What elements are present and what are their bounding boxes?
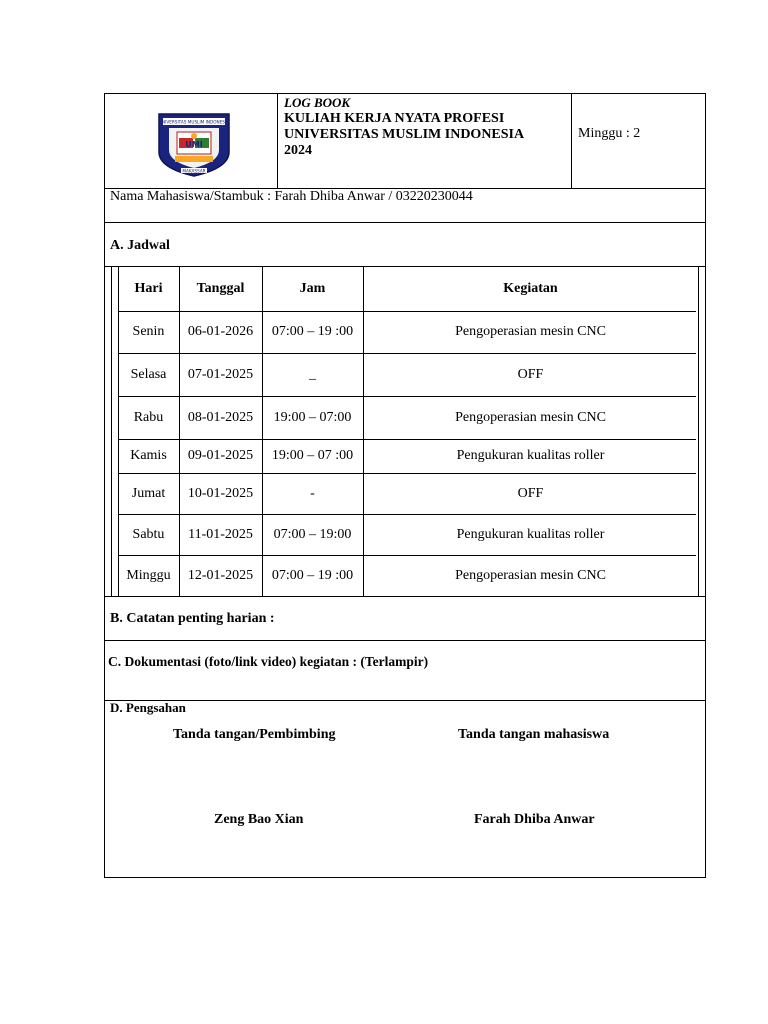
cell-kegiatan: Pengukuran kualitas roller bbox=[456, 448, 605, 463]
column-header-kegiatan: Kegiatan bbox=[503, 280, 558, 296]
cell-hari: Jumat bbox=[131, 485, 166, 501]
cell-jam: 19:00 – 07:00 bbox=[273, 409, 352, 425]
logo-top-text: UNIVERSITAS MUSLIM INDONESIA bbox=[158, 119, 230, 125]
cell-jam: _ bbox=[309, 366, 316, 382]
column-header-hari: Hari bbox=[134, 280, 163, 296]
column-header-tanggal: Tanggal bbox=[196, 280, 245, 296]
cell-hari: Rabu bbox=[133, 409, 164, 425]
cell-hari: Senin bbox=[132, 324, 165, 339]
table-column-line bbox=[698, 266, 699, 596]
row-divider bbox=[105, 700, 705, 701]
row-divider bbox=[105, 640, 705, 641]
logbook-document bbox=[104, 93, 706, 878]
cell-kegiatan: Pengoperasian mesin CNC bbox=[455, 567, 606, 583]
cell-tanggal: 07-01-2025 bbox=[187, 366, 254, 382]
row-divider bbox=[105, 596, 705, 597]
cell-tanggal: 10-01-2025 bbox=[187, 485, 254, 501]
university-logo bbox=[155, 110, 233, 178]
header-divider-1 bbox=[277, 94, 278, 189]
cell-hari: Kamis bbox=[130, 448, 167, 463]
document-title bbox=[284, 95, 524, 159]
week-label: Minggu : 2 bbox=[578, 126, 641, 141]
cell-hari: Selasa bbox=[130, 366, 167, 382]
signature-left-name: Zeng Bao Xian bbox=[214, 812, 304, 827]
title-line-1: KULIAH KERJA NYATA PROFESI bbox=[284, 111, 505, 126]
title-line-2: UNIVERSITAS MUSLIM INDONESIA bbox=[284, 127, 525, 142]
cell-tanggal: 06-01-2026 bbox=[187, 324, 254, 339]
row-divider bbox=[105, 222, 705, 223]
cell-jam: 07:00 – 19 :00 bbox=[271, 567, 354, 583]
section-a-title: A. Jadwal bbox=[110, 238, 170, 253]
section-b-title: B. Catatan penting harian : bbox=[110, 611, 275, 626]
cell-kegiatan: Pengoperasian mesin CNC bbox=[455, 409, 606, 425]
cell-kegiatan: Pengoperasian mesin CNC bbox=[455, 324, 606, 339]
cell-hari: Sabtu bbox=[132, 526, 165, 542]
signature-left-label: Tanda tangan/Pembimbing bbox=[173, 727, 336, 742]
cell-jam: - bbox=[310, 485, 315, 501]
log-book-label: LOG BOOK bbox=[284, 95, 351, 110]
table-border-left bbox=[111, 266, 112, 596]
cell-kegiatan: OFF bbox=[517, 485, 544, 501]
cell-tanggal: 09-01-2025 bbox=[187, 448, 254, 463]
column-header-jam: Jam bbox=[299, 280, 326, 296]
signature-right-name: Farah Dhiba Anwar bbox=[474, 812, 595, 827]
logo-mid-text: UMI bbox=[185, 140, 203, 149]
cell-jam: 07:00 – 19 :00 bbox=[271, 324, 354, 339]
section-d-title: D. Pengsahan bbox=[110, 700, 186, 715]
cell-tanggal: 11-01-2025 bbox=[188, 526, 253, 542]
cell-hari: Minggu bbox=[126, 567, 171, 583]
student-info: Nama Mahasiswa/Stambuk : Farah Dhiba Anwar / 03220230044 bbox=[110, 189, 473, 204]
cell-kegiatan: Pengukuran kualitas roller bbox=[456, 526, 605, 542]
cell-tanggal: 08-01-2025 bbox=[187, 409, 254, 425]
title-line-3: 2024 bbox=[284, 143, 312, 158]
cell-tanggal: 12-01-2025 bbox=[187, 567, 254, 583]
section-c-title: C. Dokumentasi (foto/link video) kegiatan : (Terlampir) bbox=[108, 654, 429, 669]
cell-jam: 19:00 – 07 :00 bbox=[271, 448, 354, 463]
header-divider-2 bbox=[571, 94, 572, 189]
cell-kegiatan: OFF bbox=[517, 366, 544, 382]
signature-right-label: Tanda tangan mahasiswa bbox=[458, 727, 610, 742]
logo-bottom-text: MAKASSAR bbox=[182, 168, 206, 174]
cell-jam: 07:00 – 19:00 bbox=[273, 526, 352, 542]
